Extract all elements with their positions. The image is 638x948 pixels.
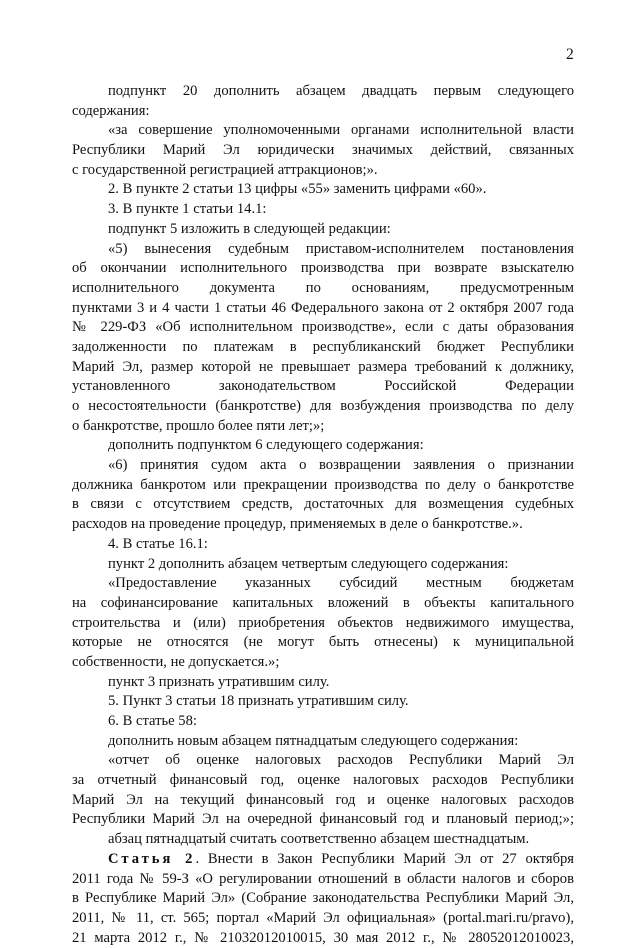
paragraph-line: установленного законодательством Российской Федерации	[72, 378, 574, 395]
paragraph-line: «за совершение уполномоченными органами исполнительной власти	[108, 122, 574, 139]
paragraph-line: на софинансирование капитальных вложений в объекты капитального	[72, 594, 574, 611]
paragraph-line: исполнительного документа по основаниям, предусмотренным	[72, 279, 574, 296]
paragraph-line: Марий Эл на текущий финансовый год и оценке налоговых расходов	[72, 791, 574, 808]
paragraph-line: № 229-ФЗ «Об исполнительном производстве», если с даты образования	[72, 319, 574, 336]
paragraph-line: о несостоятельности (банкротстве) для возбуждения производства по делу	[72, 398, 574, 414]
paragraph-line: «отчет об оценке налоговых расходов Республики Марий Эл	[108, 752, 574, 769]
document-body	[72, 82, 574, 948]
paragraph-line: . Внести в Закон Республики Марий Эл от 27 октября	[195, 850, 575, 867]
paragraph-line: об окончании исполнительного производства при возврате взыскателю	[72, 260, 574, 277]
paragraph-line: 3. В пункте 1 статьи 14.1:	[108, 201, 267, 218]
paragraph-line: «5) вынесения судебным приставом-исполнителем постановления	[108, 240, 574, 257]
paragraph-line: собственности, не допускается.»;	[72, 653, 280, 670]
paragraph-line: должника банкротом или прекращении производства по делу о банкротстве	[72, 476, 574, 493]
paragraph-line: 6. В статье 58:	[108, 713, 197, 729]
paragraph-line: с государственной регистрацией аттракционов;».	[72, 161, 378, 178]
paragraph-line: в связи с отсутствием средств, достаточных для возмещения судебных	[72, 496, 574, 513]
paragraph-line: 2. В пункте 2 статьи 13 цифры «55» заменить цифрами «60».	[108, 181, 487, 198]
article-2-heading: Статья 2	[108, 850, 196, 867]
paragraph-line: которые не относятся (не могут быть отнесены) к муниципальной	[72, 634, 574, 651]
paragraph-line: за отчетный финансовый год, оценке налоговых расходов Республики	[72, 772, 574, 789]
paragraph-line: абзац пятнадцатый считать соответственно абзацем шестнадцатым.	[108, 831, 530, 848]
paragraph-line: Республики Марий Эл юридически значимых действий, связанных	[72, 142, 574, 159]
paragraph-line: 2011 года № 59-З «О регулировании отношений в области налогов и сборов	[72, 870, 574, 887]
paragraph-line: пункт 2 дополнить абзацем четвертым следующего содержания:	[108, 555, 509, 572]
paragraph-line: задолженности по платежам в республиканский бюджет Республики	[72, 338, 574, 355]
paragraph-line: 21 марта 2012 г., № 21032012010015, 30 мая 2012 г., № 28052012010023,	[72, 929, 574, 946]
paragraph-line: расходов на проведение процедур, применяемых в деле о банкротстве.».	[72, 516, 523, 533]
paragraph-line: дополнить подпунктом 6 следующего содержания:	[108, 437, 424, 454]
article-2-heading-line	[72, 850, 574, 870]
paragraph-line: пункт 3 признать утратившим силу.	[108, 673, 330, 690]
page-number: 2	[566, 46, 574, 63]
paragraph-line: Марий Эл, размер которой не превышает размера требований к должнику,	[72, 358, 574, 375]
paragraph-line: о банкротстве, прошло более пяти лет;»;	[72, 417, 325, 434]
paragraph-line: 4. В статье 16.1:	[108, 535, 208, 552]
paragraph-line: в Республике Марий Эл» (Собрание законодательства Республики Марий Эл,	[72, 890, 574, 907]
paragraph-line: 5. Пункт 3 статьи 18 признать утратившим силу.	[108, 693, 409, 710]
paragraph-line: строительства и (или) приобретения объектов недвижимого имущества,	[72, 614, 574, 631]
paragraph-line: 2011, № 11, ст. 565; портал «Марий Эл официальная» (portal.mari.ru/pravo),	[72, 909, 574, 926]
paragraph-line: подпункт 5 изложить в следующей редакции:	[108, 220, 391, 237]
paragraph-line: содержания:	[72, 102, 150, 119]
paragraph-line: дополнить новым абзацем пятнадцатым следующего содержания:	[108, 732, 519, 749]
paragraph-line: пунктами 3 и 4 части 1 статьи 46 Федерального закона от 2 октября 2007 года	[72, 299, 574, 316]
paragraph-line: «Предоставление указанных субсидий местным бюджетам	[108, 575, 574, 592]
paragraph-line: «6) принятия судом акта о возвращении заявления о признании	[108, 457, 574, 474]
paragraph-line: Республики Марий Эл на очередной финансовый год и плановый период;»;	[72, 811, 574, 828]
paragraph-line: подпункт 20 дополнить абзацем двадцать первым следующего	[108, 83, 574, 99]
